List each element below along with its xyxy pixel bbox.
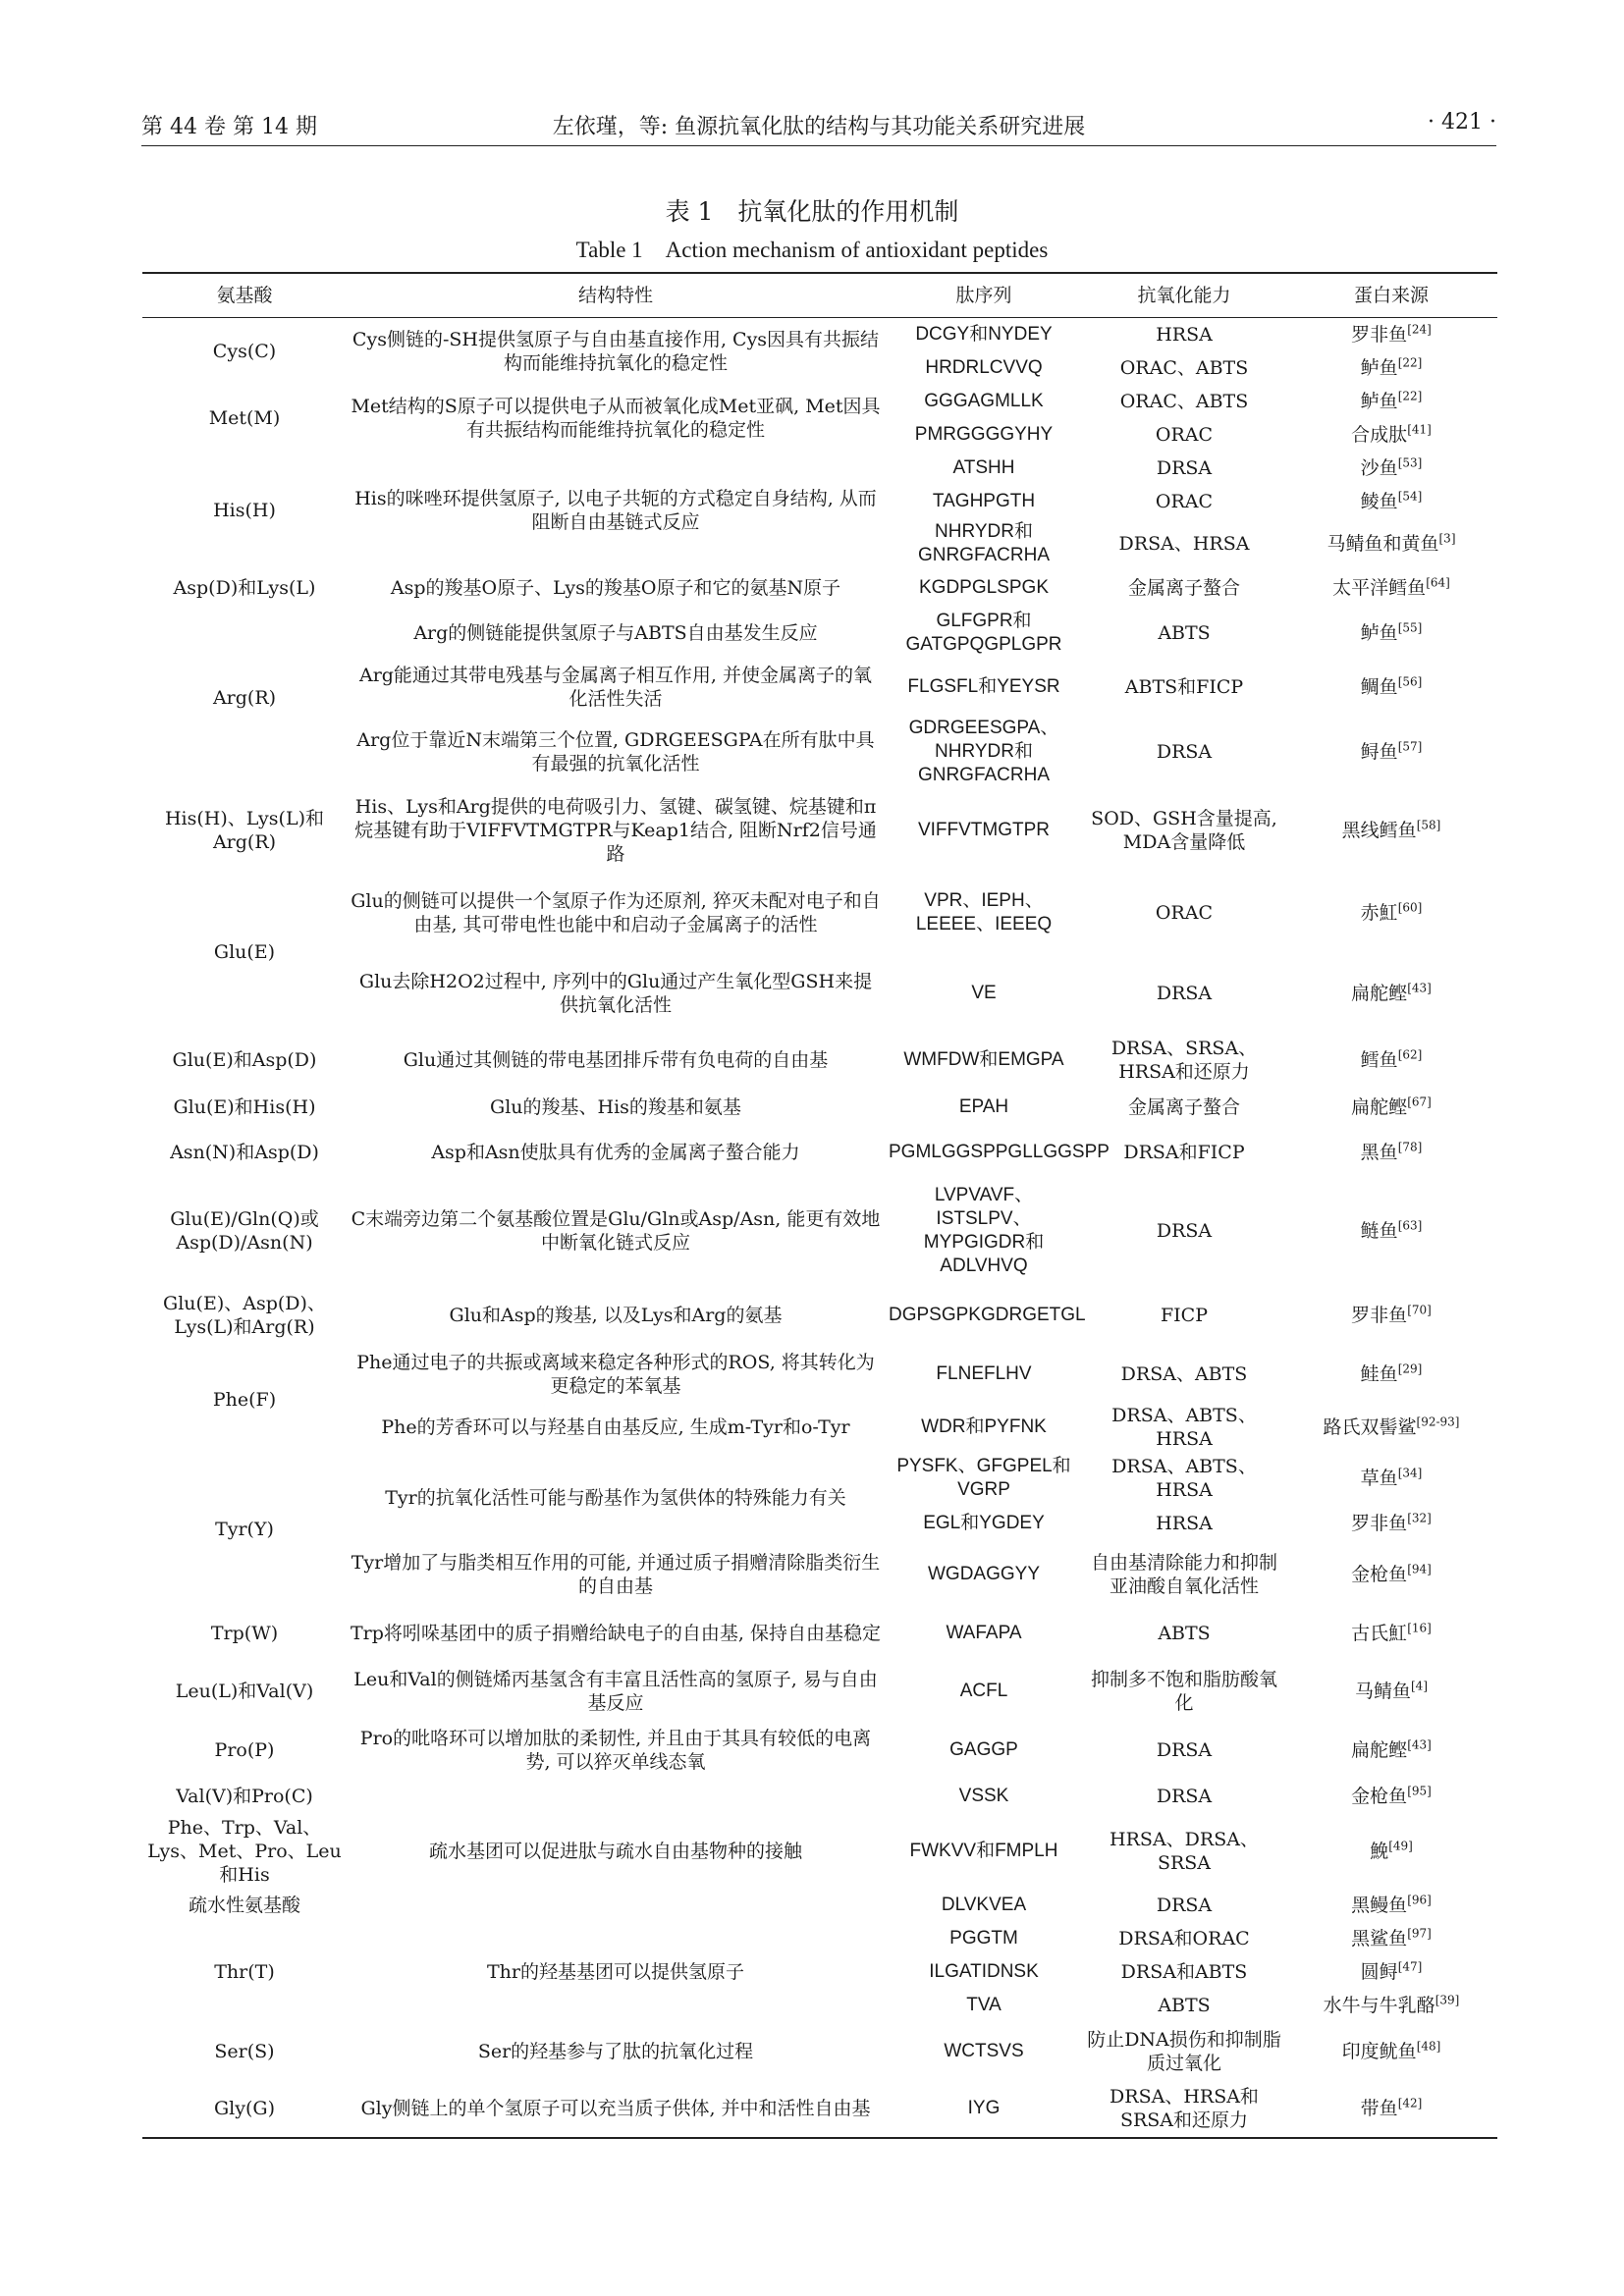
structure-cell bbox=[347, 1889, 885, 1922]
source-name: 黑鲨鱼 bbox=[1351, 1927, 1408, 1949]
source-cell bbox=[1285, 1178, 1497, 1284]
source-name: 鲑鱼 bbox=[1360, 1362, 1398, 1385]
structure-cell: Arg的侧链能提供氢原子与ABTS自由基发生反应 bbox=[413, 621, 818, 644]
structure-cell: Glu的羧基、His的羧基和氨基 bbox=[490, 1095, 741, 1118]
sequence-cell: GLFGPR和GATGPQGPLGPR bbox=[905, 610, 1062, 655]
source-cell bbox=[1285, 954, 1497, 1033]
structure-cell: Tyr的抗氧化活性可能与酚基作为氢供体的特殊能力有关 bbox=[385, 1486, 846, 1509]
capacity-cell: ORAC bbox=[1155, 423, 1214, 446]
col-header-capacity: 抗氧化能力 bbox=[1083, 273, 1285, 318]
sequence-cell: EGL和YGDEY bbox=[923, 1512, 1045, 1533]
source-cell bbox=[1285, 660, 1497, 715]
capacity-cell: DRSA、SRSA、HRSA和还原力 bbox=[1110, 1037, 1258, 1083]
source-cell bbox=[1285, 1453, 1497, 1504]
sequence-cell: VIFFVTMGTPR bbox=[917, 819, 1051, 840]
capacity-cell: 抑制多不饱和脂肪酸氧化 bbox=[1090, 1668, 1277, 1714]
structure-cell: Asp和Asn使肽具有优秀的金属离子螯合能力 bbox=[431, 1141, 800, 1163]
reference-link[interactable]: [57] bbox=[1397, 739, 1423, 754]
sequence-cell: GDRGEESGPA、NHRYDR和GNRGFACRHA bbox=[908, 717, 1059, 785]
sequence-cell: VSSK bbox=[958, 1785, 1009, 1806]
reference-link[interactable]: [92-93] bbox=[1416, 1415, 1460, 1429]
amino-acid-cell: Ser(S) bbox=[214, 2040, 275, 2062]
source-name: 马鲭鱼 bbox=[1354, 1680, 1411, 1702]
reference-link[interactable]: [58] bbox=[1416, 818, 1441, 832]
capacity-cell: DRSA、ABTS、HRSA bbox=[1111, 1404, 1257, 1450]
table-row bbox=[142, 569, 1497, 607]
table-header-row bbox=[142, 273, 1497, 318]
source-name: 太平洋鳕鱼 bbox=[1332, 576, 1427, 599]
amino-acid-cell: His(H) bbox=[213, 499, 276, 521]
table-row bbox=[142, 1922, 1497, 1955]
sequence-cell: ILGATIDNSK bbox=[929, 1960, 1039, 1982]
source-name: 扁舵鲣 bbox=[1351, 1738, 1408, 1761]
table-row bbox=[142, 607, 1497, 660]
sequence-cell: HRDRLCVVQ bbox=[925, 356, 1043, 378]
capacity-cell: DRSA bbox=[1156, 1738, 1213, 1761]
structure-cell: Trp将吲哚基团中的质子捐赠给缺电子的自由基, 保持自由基稳定 bbox=[351, 1622, 881, 1644]
reference-link[interactable]: [55] bbox=[1397, 620, 1423, 635]
capacity-cell: DRSA bbox=[1156, 1219, 1213, 1242]
source-cell bbox=[1285, 385, 1497, 418]
source-cell bbox=[1285, 1088, 1497, 1127]
source-name: 印度鱿鱼 bbox=[1341, 2040, 1417, 2062]
amino-acid-cell: Glu(E) bbox=[213, 940, 276, 963]
structure-cell: Glu的侧链可以提供一个氢原子作为还原剂, 猝灭未配对电子和自由基, 其可带电性也能中和启动子金属离子的活性 bbox=[351, 889, 881, 935]
structure-cell: Pro的吡咯环可以增加肽的柔韧性, 并且由于其具有较低的电离势, 可以猝灭单线态氧 bbox=[359, 1727, 872, 1773]
sequence-cell: EPAH bbox=[958, 1095, 1009, 1117]
structure-cell bbox=[347, 1779, 885, 1814]
structure-cell: Phe通过电子的共振或离域来稳定各种形式的ROS, 将其转化为更稳定的苯氧基 bbox=[356, 1351, 875, 1397]
table-row bbox=[142, 789, 1497, 872]
sequence-cell: PMRGGGGYHY bbox=[914, 423, 1054, 445]
capacity-cell: DRSA bbox=[1156, 982, 1213, 1004]
sequence-cell: FLGSFL和YEYSR bbox=[907, 675, 1060, 697]
sequence-cell: LVPVAVF、ISTSLPV、MYPGIGDR和ADLVHVQ bbox=[923, 1184, 1045, 1276]
running-title: 左依瑾，等: 鱼源抗氧化肽的结构与其功能关系研究进展 bbox=[552, 115, 1086, 139]
sequence-cell: PYSFK、GFGPEL和VGRP bbox=[896, 1455, 1071, 1500]
capacity-cell: ABTS bbox=[1158, 1622, 1211, 1644]
structure-cell: Arg位于靠近N末端第三个位置, GDRGEESGPA在所有肽中具有最强的抗氧化活性 bbox=[356, 728, 875, 774]
table-row bbox=[142, 1088, 1497, 1127]
source-cell bbox=[1285, 1779, 1497, 1814]
source-name: 罗非鱼 bbox=[1351, 323, 1408, 346]
source-cell bbox=[1285, 1989, 1497, 2022]
capacity-cell: ORAC bbox=[1155, 490, 1214, 512]
sequence-cell: TAGHPGTH bbox=[932, 490, 1036, 511]
reference-link[interactable]: [63] bbox=[1397, 1218, 1423, 1233]
reference-link[interactable]: [53] bbox=[1397, 455, 1423, 470]
source-name: 扁舵鲣 bbox=[1351, 1095, 1408, 1118]
capacity-cell: 金属离子螯合 bbox=[1127, 1095, 1240, 1118]
capacity-cell: ORAC bbox=[1155, 901, 1214, 924]
capacity-cell: DRSA、HRSA bbox=[1118, 532, 1250, 555]
source-cell bbox=[1285, 1033, 1497, 1088]
structure-cell: Ser的羟基参与了肽的抗氧化过程 bbox=[477, 2040, 754, 2062]
source-cell bbox=[1285, 2081, 1497, 2138]
capacity-cell: DRSA和FICP bbox=[1123, 1141, 1245, 1163]
reference-link[interactable]: [67] bbox=[1407, 1095, 1432, 1109]
table-row bbox=[142, 318, 1497, 351]
source-name: 合成肽 bbox=[1351, 423, 1408, 446]
structure-cell: Arg能通过其带电残基与金属离子相互作用, 并使金属离子的氧化活性失活 bbox=[358, 664, 873, 710]
table-row bbox=[142, 1347, 1497, 1402]
sequence-cell: ATSHH bbox=[952, 456, 1015, 478]
source-name: 鲷鱼 bbox=[1360, 675, 1398, 698]
source-name: 马鲭鱼和黄鱼 bbox=[1326, 532, 1439, 555]
reference-link[interactable]: [3] bbox=[1438, 531, 1456, 546]
col-header-sequence: 肽序列 bbox=[885, 273, 1083, 318]
reference-link[interactable]: [41] bbox=[1407, 422, 1432, 437]
reference-link[interactable]: [70] bbox=[1407, 1303, 1432, 1317]
source-name: 带鱼 bbox=[1360, 2098, 1398, 2119]
table-row bbox=[142, 872, 1497, 954]
capacity-cell: HRSA bbox=[1156, 1512, 1213, 1534]
reference-link[interactable]: [47] bbox=[1397, 1959, 1423, 1974]
capacity-cell: DRSA和ORAC bbox=[1118, 1927, 1250, 1949]
sequence-cell: DLVKVEA bbox=[941, 1894, 1027, 1915]
capacity-cell: DRSA bbox=[1156, 1785, 1213, 1807]
source-cell bbox=[1285, 1284, 1497, 1347]
amino-acid-cell: Glu(E)/Gln(Q)或Asp(D)/Asn(N) bbox=[170, 1207, 319, 1254]
capacity-cell: DRSA bbox=[1156, 740, 1213, 763]
amino-acid-cell: Met(M) bbox=[208, 406, 281, 429]
reference-link[interactable]: [64] bbox=[1426, 575, 1450, 590]
amino-acid-cell: Tyr(Y) bbox=[215, 1518, 274, 1540]
source-cell bbox=[1285, 569, 1497, 607]
sequence-cell: WCTSVS bbox=[944, 2040, 1024, 2061]
reference-link[interactable]: [78] bbox=[1397, 1140, 1423, 1154]
capacity-cell: SOD、GSH含量提高, MDA含量降低 bbox=[1091, 807, 1277, 853]
reference-link[interactable]: [43] bbox=[1407, 1737, 1432, 1752]
reference-link[interactable]: [32] bbox=[1407, 1511, 1432, 1525]
structure-cell: Glu通过其侧链的带电基团排斥带有负电荷的自由基 bbox=[403, 1048, 829, 1071]
structure-cell: Asp的羧基O原子、Lys的羧基O原子和它的氨基N原子 bbox=[390, 576, 841, 599]
sequence-cell: FLNEFLHV bbox=[936, 1362, 1032, 1384]
sequence-cell: TVA bbox=[966, 1994, 1001, 2015]
capacity-cell: ORAC、ABTS bbox=[1119, 390, 1249, 412]
amino-acid-cell: Arg(R) bbox=[212, 686, 277, 709]
col-header-source: 蛋白来源 bbox=[1285, 273, 1497, 318]
reference-link[interactable]: [60] bbox=[1397, 900, 1423, 915]
header-rule bbox=[141, 145, 1496, 146]
reference-link[interactable]: [49] bbox=[1388, 1839, 1413, 1853]
reference-link[interactable]: [54] bbox=[1397, 489, 1423, 504]
table-row bbox=[142, 1284, 1497, 1347]
table-row bbox=[142, 1889, 1497, 1922]
capacity-cell: DRSA、ABTS bbox=[1120, 1362, 1248, 1385]
table-title-en: Table 1 Action mechanism of antioxidant peptides bbox=[575, 238, 1049, 262]
sequence-cell: FWKVV和FMPLH bbox=[909, 1840, 1058, 1861]
amino-acid-cell: Trp(W) bbox=[210, 1622, 279, 1644]
table-row bbox=[142, 1814, 1497, 1889]
sequence-cell: GAGGP bbox=[949, 1738, 1018, 1760]
structure-cell: 疏水基团可以促进肽与疏水自由基物种的接触 bbox=[428, 1840, 802, 1862]
structure-cell: His、Lys和Arg提供的电荷吸引力、氢键、碳氢键、烷基键和π烷基键有助于VIFFVTMGTPR与Keap1结合, 阻断Nrf2信号通路 bbox=[354, 795, 877, 865]
capacity-cell: DRSA、ABTS、HRSA bbox=[1111, 1455, 1257, 1501]
sequence-cell: WGDAGGYY bbox=[927, 1563, 1040, 1584]
source-cell bbox=[1285, 1661, 1497, 1722]
source-name: 圆鲟 bbox=[1360, 1960, 1398, 1983]
source-name: 金枪鱼 bbox=[1351, 1563, 1408, 1585]
source-cell bbox=[1285, 318, 1497, 351]
capacity-cell: ABTS bbox=[1158, 621, 1211, 644]
source-cell bbox=[1285, 607, 1497, 660]
source-name: 赤魟 bbox=[1360, 901, 1398, 924]
sequence-cell: ACFL bbox=[959, 1680, 1008, 1701]
source-name: 罗非鱼 bbox=[1351, 1304, 1408, 1326]
structure-cell: C末端旁边第二个氨基酸位置是Glu/Gln或Asp/Asn, 能更有效地中断氧化链式反应 bbox=[351, 1207, 881, 1254]
amino-acid-cell: Asp(D)和Lys(L) bbox=[173, 576, 316, 599]
table-row bbox=[142, 1722, 1497, 1779]
capacity-cell: DRSA bbox=[1156, 1894, 1213, 1916]
source-name: 草鱼 bbox=[1360, 1467, 1398, 1489]
table-row bbox=[142, 1178, 1497, 1284]
source-name: 鲮鱼 bbox=[1360, 490, 1398, 512]
sequence-cell: PGGTM bbox=[949, 1927, 1018, 1949]
amino-acid-cell: Asn(N)和Asp(D) bbox=[170, 1141, 319, 1163]
reference-link[interactable]: [24] bbox=[1407, 322, 1432, 337]
source-cell bbox=[1285, 1543, 1497, 1606]
sequence-cell: DGPSGPKGDRGETGL bbox=[889, 1304, 1086, 1325]
source-name: 鲢鱼 bbox=[1360, 1219, 1398, 1242]
source-name: 鲈鱼 bbox=[1360, 390, 1398, 412]
sequence-cell: VPR、IEPH、LEEEE、IEEEQ bbox=[915, 889, 1053, 934]
amino-acid-cell: Gly(G) bbox=[142, 2081, 347, 2138]
source-name: 黑鱼 bbox=[1360, 1141, 1398, 1163]
source-cell bbox=[1285, 1814, 1497, 1889]
amino-acid-cell: 疏水性氨基酸 bbox=[188, 1894, 300, 1916]
amino-acid-cell: Glu(E)和His(H) bbox=[173, 1095, 316, 1118]
source-cell bbox=[1285, 1606, 1497, 1661]
structure-cell: Glu去除H2O2过程中, 序列中的Glu通过产生氧化型GSH来提供抗氧化活性 bbox=[358, 970, 873, 1016]
amino-acid-cell: Glu(E)和Asp(D) bbox=[172, 1048, 317, 1071]
reference-link[interactable]: [97] bbox=[1407, 1926, 1432, 1941]
source-cell bbox=[1285, 872, 1497, 954]
table-row bbox=[142, 2022, 1497, 2081]
reference-link[interactable]: [34] bbox=[1397, 1466, 1423, 1480]
source-cell bbox=[1285, 1889, 1497, 1922]
source-cell bbox=[1285, 789, 1497, 872]
amino-acid-cell: Glu(E)、Asp(D)、Lys(L)和Arg(R) bbox=[163, 1292, 326, 1338]
sequence-cell: NHRYDR和GNRGFACRHA bbox=[917, 520, 1051, 565]
amino-acid-cell: Val(V)和Pro(C) bbox=[176, 1785, 313, 1807]
source-cell bbox=[1285, 2022, 1497, 2081]
table-row bbox=[142, 1779, 1497, 1814]
reference-link[interactable]: [56] bbox=[1397, 674, 1423, 689]
sequence-cell: KGDPGLSPGK bbox=[919, 576, 1049, 598]
sequence-cell: GGGAGMLLK bbox=[924, 390, 1044, 411]
reference-link[interactable]: [95] bbox=[1407, 1784, 1432, 1798]
capacity-cell: 金属离子螯合 bbox=[1127, 576, 1240, 599]
source-cell bbox=[1285, 1922, 1497, 1955]
sequence-cell: WAFAPA bbox=[946, 1622, 1022, 1643]
sequence-cell: IYG bbox=[885, 2081, 1083, 2138]
source-name: 扁舵鲣 bbox=[1351, 982, 1408, 1004]
source-name: 鲈鱼 bbox=[1360, 356, 1398, 379]
source-cell bbox=[1285, 1504, 1497, 1543]
capacity-cell: ABTS和FICP bbox=[1124, 675, 1244, 698]
capacity-cell: DRSA、HRSA和SRSA和还原力 bbox=[1083, 2081, 1285, 2138]
source-cell bbox=[1285, 1127, 1497, 1178]
structure-cell: Leu和Val的侧链烯丙基氢含有丰富且活性高的氢原子, 易与自由基反应 bbox=[353, 1668, 878, 1714]
sequence-cell: DCGY和NYDEY bbox=[915, 323, 1053, 345]
capacity-cell: HRSA、DRSA、SRSA bbox=[1110, 1828, 1259, 1874]
reference-link[interactable]: [16] bbox=[1407, 1621, 1432, 1635]
sequence-cell: WDR和PYFNK bbox=[921, 1415, 1047, 1437]
capacity-cell: DRSA和ABTS bbox=[1120, 1960, 1248, 1983]
source-name: 金枪鱼 bbox=[1351, 1785, 1408, 1807]
source-name: 古氏魟 bbox=[1351, 1622, 1408, 1644]
amino-acid-cell: Pro(P) bbox=[214, 1738, 275, 1761]
sequence-cell: VE bbox=[971, 982, 997, 1003]
source-cell bbox=[1285, 418, 1497, 452]
reference-link[interactable]: [22] bbox=[1397, 355, 1423, 370]
table-row bbox=[142, 385, 1497, 418]
source-cell bbox=[1285, 452, 1497, 485]
sequence-cell: PGMLGGSPPGLLGGSPP bbox=[889, 1141, 1110, 1162]
table-row bbox=[142, 452, 1497, 485]
amino-acid-cell: Cys(C) bbox=[212, 340, 277, 362]
structure-cell: Thr的羟基基团可以提供氢原子 bbox=[487, 1960, 744, 1983]
amino-acid-cell: Phe(F) bbox=[212, 1388, 277, 1411]
reference-link[interactable]: [29] bbox=[1397, 1362, 1423, 1376]
source-name: 罗非鱼 bbox=[1351, 1512, 1408, 1534]
source-cell bbox=[1285, 485, 1497, 518]
amino-acid-cell: Leu(L)和Val(V) bbox=[175, 1680, 314, 1702]
structure-cell: Glu和Asp的羧基, 以及Lys和Arg的氨基 bbox=[449, 1304, 783, 1326]
source-name: 鮸 bbox=[1370, 1840, 1389, 1862]
table-row bbox=[142, 1661, 1497, 1722]
reference-link[interactable]: [62] bbox=[1397, 1047, 1423, 1062]
source-cell bbox=[1285, 1955, 1497, 1989]
source-name: 鲟鱼 bbox=[1360, 740, 1398, 763]
source-name: 黑线鳕鱼 bbox=[1341, 819, 1417, 841]
reference-link[interactable]: [42] bbox=[1397, 2096, 1423, 2110]
reference-link[interactable]: [43] bbox=[1407, 981, 1432, 995]
source-cell bbox=[1285, 351, 1497, 385]
capacity-cell: ABTS bbox=[1158, 1994, 1211, 2016]
structure-cell: Tyr增加了与脂类相互作用的可能, 并通过质子捐赠清除脂类衍生的自由基 bbox=[351, 1551, 881, 1597]
journal-volume-issue: 第 44 卷 第 14 期 bbox=[141, 115, 317, 139]
structure-cell: Cys侧链的-SH提供氢原子与自由基直接作用, Cys因具有共振结构而能维持抗氧化的稳定性 bbox=[352, 328, 880, 374]
col-header-amino-acid: 氨基酸 bbox=[142, 273, 347, 318]
structure-cell: Gly侧链上的单个氢原子可以充当质子供体, 并中和活性自由基 bbox=[347, 2081, 885, 2138]
source-cell bbox=[1285, 1722, 1497, 1779]
amino-acid-cell: Phe、Trp、Val、Lys、Met、Pro、Leu和His bbox=[147, 1816, 342, 1886]
table-row bbox=[142, 1606, 1497, 1661]
capacity-cell: DRSA bbox=[1156, 456, 1213, 479]
capacity-cell: FICP bbox=[1160, 1304, 1208, 1326]
reference-link[interactable]: [22] bbox=[1397, 389, 1423, 403]
source-name: 鳕鱼 bbox=[1360, 1048, 1398, 1071]
reference-link[interactable]: [94] bbox=[1407, 1562, 1432, 1576]
amino-acid-cell: His(H)、Lys(L)和Arg(R) bbox=[164, 807, 324, 853]
page-number: · 421 · bbox=[1428, 110, 1496, 134]
structure-cell: Phe的芳香环可以与羟基自由基反应, 生成m-Tyr和o-Tyr bbox=[381, 1415, 850, 1438]
table-row bbox=[142, 1033, 1497, 1088]
source-cell bbox=[1285, 1402, 1497, 1453]
reference-link[interactable]: [96] bbox=[1407, 1893, 1432, 1907]
source-name: 黑鳗鱼 bbox=[1351, 1894, 1408, 1916]
source-name: 鲈鱼 bbox=[1360, 621, 1398, 644]
structure-cell: His的咪唑环提供氢原子, 以电子共轭的方式稳定自身结构, 从而阻断自由基链式反应 bbox=[354, 487, 877, 533]
mechanism-table bbox=[142, 272, 1497, 2139]
source-cell bbox=[1285, 715, 1497, 789]
capacity-cell: 自由基清除能力和抑制亚油酸自氧化活性 bbox=[1090, 1551, 1277, 1597]
source-name: 水牛与牛乳酪 bbox=[1323, 1994, 1435, 2016]
table-title-cn: 表 1 抗氧化肽的作用机制 bbox=[665, 197, 959, 226]
reference-link[interactable]: [4] bbox=[1411, 1679, 1428, 1693]
running-header bbox=[141, 110, 1496, 145]
capacity-cell: HRSA bbox=[1156, 323, 1213, 346]
reference-link[interactable]: [39] bbox=[1435, 1993, 1460, 2007]
table-row bbox=[142, 1127, 1497, 1178]
reference-link[interactable]: [48] bbox=[1416, 2039, 1441, 2054]
capacity-cell: 防止DNA损伤和抑制脂质过氧化 bbox=[1087, 2028, 1281, 2074]
capacity-cell: ORAC、ABTS bbox=[1119, 356, 1249, 379]
source-cell bbox=[1285, 518, 1497, 569]
source-cell bbox=[1285, 1347, 1497, 1402]
structure-cell: Met结构的S原子可以提供电子从而被氧化成Met亚砜, Met因具有共振结构而能维持抗氧化的稳定性 bbox=[351, 395, 881, 441]
source-name: 沙鱼 bbox=[1360, 456, 1398, 479]
table-row bbox=[142, 2081, 1497, 2138]
amino-acid-cell: Thr(T) bbox=[214, 1960, 275, 1983]
sequence-cell: WMFDW和EMGPA bbox=[903, 1048, 1064, 1070]
col-header-structure: 结构特性 bbox=[347, 273, 885, 318]
source-name: 路氏双髻鲨 bbox=[1323, 1415, 1417, 1438]
table-row bbox=[142, 1453, 1497, 1504]
